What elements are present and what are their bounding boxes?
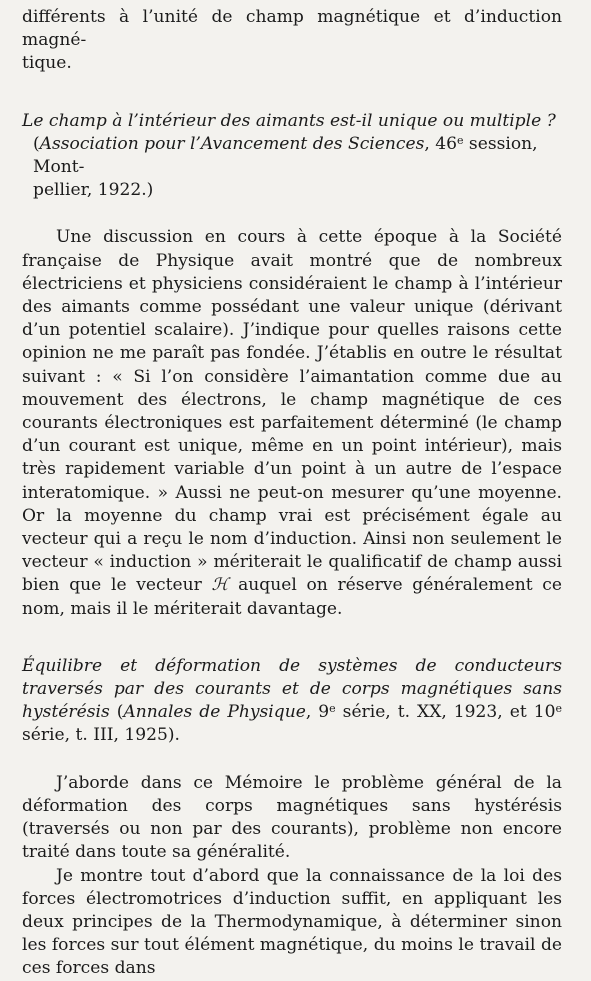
section1-body-end: auquel on réserve généralement ce nom, mais il le mériterait davantage.: [22, 575, 562, 619]
section2-title: Équilibre et déformation de systèmes de conducteurs traversés par des courants et de corps magnétiques sans hystérésis: [22, 655, 562, 723]
section2-paragraph-1: J’aborde dans ce Mémoire le problème général de la déformation des corps magnétiques sans hystérésis (traversés ou non par des courants), problème non encore traité dans toute sa généralité.: [22, 772, 562, 863]
section1-heading: [22, 110, 562, 203]
section2-ref-a-sup: e: [329, 702, 336, 716]
section2-ref-b: série, t. XX, 1923, et 10: [335, 702, 556, 723]
section1-body-text: Une discussion en cours à cette époque à la Société française de Physique avait montré que de nombreux électriciens et physiciens considéraient le champ à l’intérieur des aimants comme possédant une valeur unique (dérivant d’un potentiel scalaire). J’indique pour quelles raisons cette opinion ne me paraît pas fondée. J’établis en outre le résultat suivant : « Si l’on considère l’aimantation comme due au mouvement des électrons, le champ magnétique de ces courants électroniques est parfaitement déterminé (le champ d’un courant est unique, même en un point intérieur), mais très rapidement variable d’un point à un autre de l’espace interatomique. » Aussi ne peut-on mesurer qu’une moyenne. Or la moyenne du champ vrai est précisément égale au vecteur qui a reçu le nom d’induction. Ainsi non seulement le vecteur « induction » mériterait le qualificatif de champ aussi bien que le vecteur: [22, 227, 562, 596]
intro-line-1: différents à l’unité de champ magnétique et d’induction magné-: [22, 7, 562, 51]
section1-ref-open: (: [33, 133, 40, 154]
intro-line-2: tique.: [22, 53, 72, 74]
section1-ref-session-sup: e: [456, 133, 464, 147]
section1-title: Le champ à l’intérieur des aimants est-il unique ou multiple ?: [22, 110, 556, 131]
section2-ref-source: Annales de Physique: [123, 702, 306, 723]
section1-ref-session-num: 46: [435, 133, 457, 154]
section1-ref-line-2: pellier, 1922.): [33, 180, 154, 201]
document-page: [22, 6, 562, 981]
section2-ref-b-sup: e: [555, 702, 562, 716]
section2-heading: [22, 655, 562, 748]
section1-ref-session-rest: session, Mont-: [33, 133, 538, 178]
script-h-symbol: ℋ: [211, 575, 229, 596]
section1-body: [22, 226, 562, 620]
section2-paragraph-2: Je montre tout d’abord que la connaissance de la loi des forces électromotrices d’induction suffit, en appliquant les deux principes de la Thermodynamique, à déterminer sinon les forces sur tout élément magnétique, du moins le travail de ces forces dans: [22, 865, 562, 979]
section1-reference: (Association pour l’Avancement des Sciences, 46e session, Mont- pellier, 1922.): [33, 133, 538, 201]
intro-paragraph: [22, 6, 562, 76]
section2-ref-a: , 9: [305, 702, 330, 723]
section2-ref-open: (: [109, 702, 124, 723]
section2-ref-c: série, t. III, 1925).: [22, 725, 180, 746]
section1-ref-source: Association pour l’Avancement des Sciences: [39, 133, 425, 154]
